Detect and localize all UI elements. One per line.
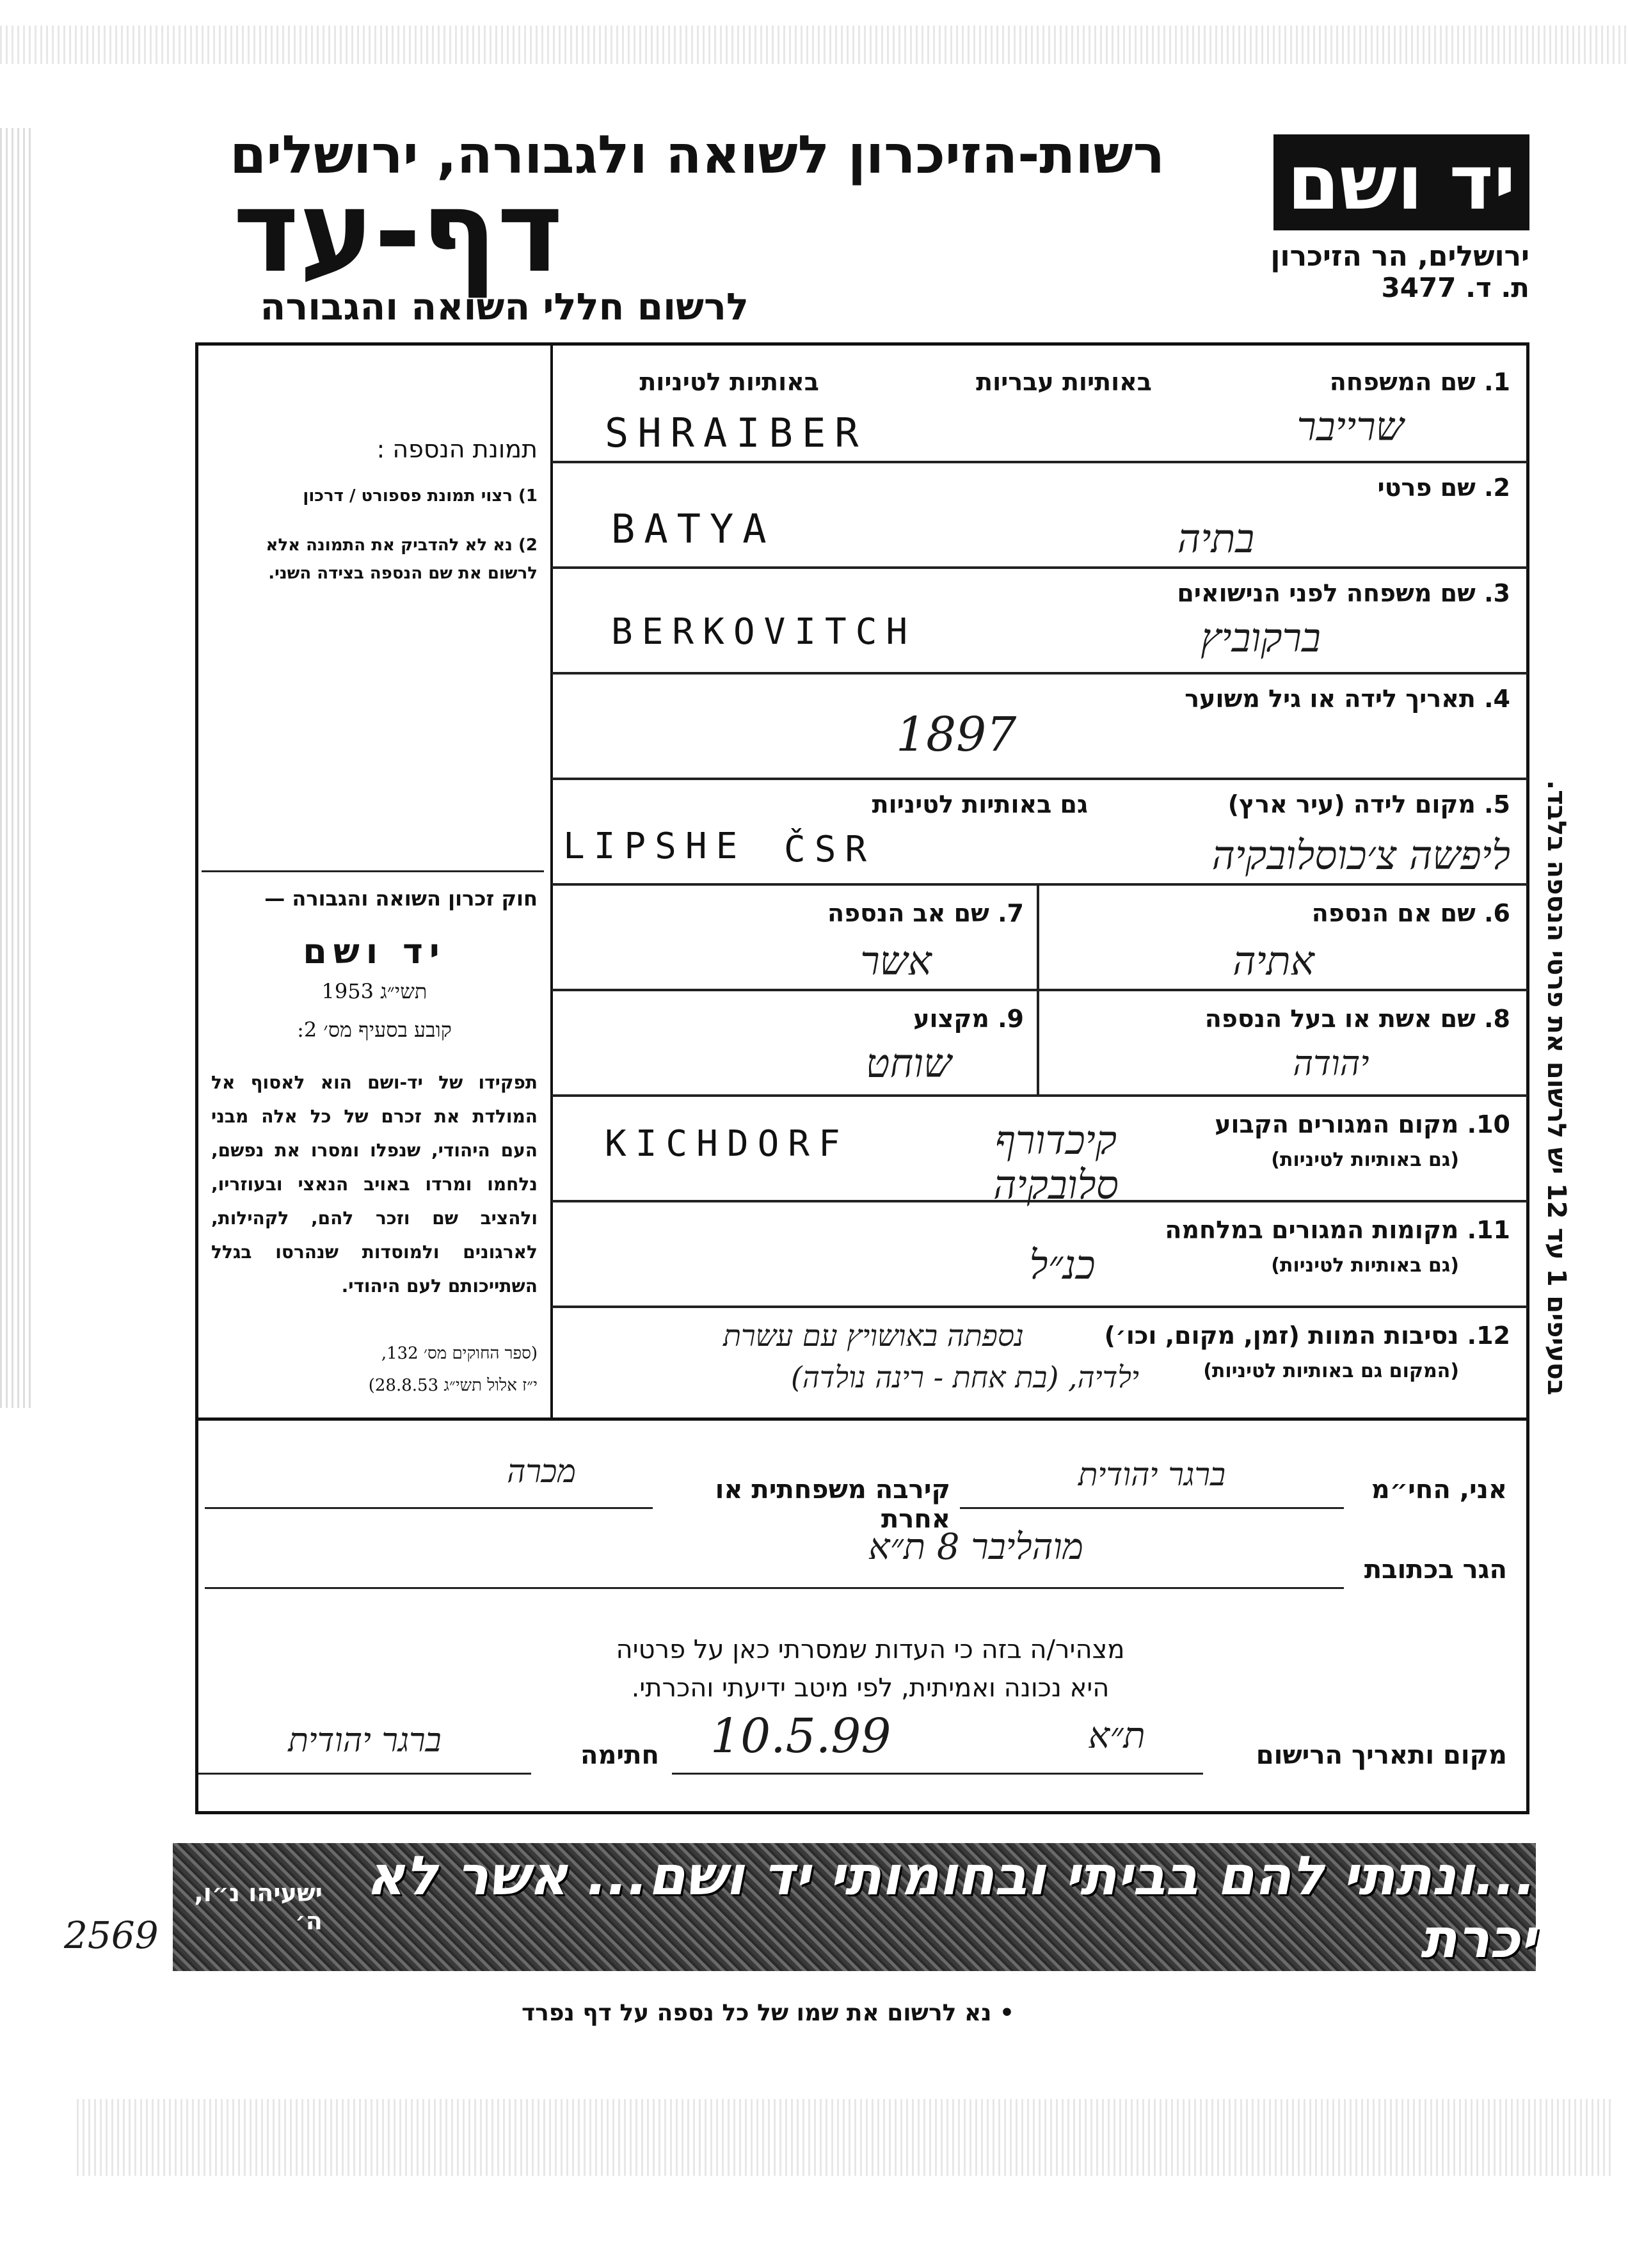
field-6-text: שם אם הנספה xyxy=(1311,899,1476,927)
field-2-label xyxy=(1216,474,1510,502)
banner-citation: ישעיהו נ״ו, ה׳ xyxy=(194,1879,323,1935)
field-8-text: שם אשת או בעל הנספה xyxy=(1204,1005,1476,1033)
field-2-num: 2. xyxy=(1484,474,1510,502)
po-box: ת. ד. 3477 xyxy=(1381,272,1529,303)
law-text: תפקידו של יד-ושם הוא לאסוף אל המולדת את זכרם של כל אלה מבני העם היהודי, שנפלו ומסרו את נפשם, נלחמו ומרדו באויב הנאצי ובעוזריו, ולהציב שם וזכר להם, לקהילות, לארגונים ולמוסדות שנהרסו בגלל השתייכותם לעם היהודי. xyxy=(211,1072,538,1297)
field-3-hebrew-value: ברקוביץ xyxy=(1201,614,1321,661)
row-line xyxy=(552,1306,1528,1308)
registration-place-value: ת״א xyxy=(1088,1715,1145,1757)
field-5-hebrew-value: ליפשה צ׳כוסלובקיה xyxy=(1211,832,1510,879)
field-9-label xyxy=(730,1005,1024,1033)
field-12-sub: (המקום גם באותיות לטיניות) xyxy=(1203,1360,1459,1382)
field-5-text: מקום לידה (עיר ארץ) xyxy=(1227,790,1476,819)
field-12-value-line1: נספתה באושויץ עם עשרת xyxy=(723,1318,1024,1353)
quote-banner xyxy=(173,1843,1536,1971)
row-line xyxy=(552,461,1528,463)
signature-label: חתימה xyxy=(580,1741,659,1770)
field-10-num: 10. xyxy=(1467,1110,1510,1138)
signature-value: ברגר יהודית xyxy=(288,1721,442,1760)
registration-line xyxy=(672,1773,1203,1775)
field-5-latin-value: LIPSHE xyxy=(563,826,747,867)
scan-noise-left xyxy=(0,128,32,1408)
witness-relation-line xyxy=(205,1507,653,1509)
field-1-latin-value: SHRAIBER xyxy=(605,410,868,456)
field-7-label xyxy=(730,899,1024,927)
field-8-label xyxy=(1056,1005,1510,1033)
field-10-label xyxy=(1139,1110,1510,1138)
field-2-text: שם פרטי xyxy=(1377,474,1476,502)
field-11-text: מקומות המגורים במלחמה xyxy=(1165,1216,1459,1244)
field-6-label xyxy=(1216,899,1510,927)
field-7-num: 7. xyxy=(998,899,1024,927)
field-11-label xyxy=(1088,1216,1510,1244)
field-10-sub: (גם באותיות לטיניות) xyxy=(1271,1149,1459,1171)
witness-address-label: הגר בכתובת xyxy=(1364,1555,1507,1585)
row-line xyxy=(552,778,1528,780)
field-11-value: כנ״ל xyxy=(1029,1242,1096,1288)
field-1-hebrew-value: שרייבר xyxy=(1297,403,1404,450)
cell-divider xyxy=(1037,883,1039,1094)
photo-box-item2: 2) נא לא להדביק את התמונה אלא לרשום את שם הנספה בצידה השני. xyxy=(266,536,538,583)
logo-place: ירושלים, הר הזיכרון xyxy=(1270,240,1529,273)
declaration-line1: מצהיר/ה בזה כי העדות שמסרתי כאן על פרטיה xyxy=(616,1635,1125,1665)
field-1-latin-header: באותיות לטיניות xyxy=(639,368,819,396)
witness-relation-value: מכרה xyxy=(507,1453,576,1490)
yad-vashem-logo: יד ושם xyxy=(1273,134,1529,230)
signature-line xyxy=(198,1773,531,1775)
field-10-hebrew-value: קיכדורף xyxy=(994,1117,1117,1163)
law-name: יד ושם xyxy=(303,931,446,971)
field-5-latin-country: ČSR xyxy=(784,829,876,870)
institution-title: רשות-הזיכרון לשואה ולגבורה, ירושלים xyxy=(230,125,1165,186)
field-10-latin-value: KICHDORF xyxy=(605,1123,849,1165)
field-9-text: מקצוע xyxy=(913,1005,989,1033)
form-subtitle: לרשום חללי השואה והגבורה xyxy=(260,285,749,328)
field-5-latin-header: גם באותיות לטיניות xyxy=(872,790,1088,819)
law-year: תשי״ג 1953 xyxy=(321,979,427,1003)
field-9-value: שוחט xyxy=(866,1040,952,1087)
banner-quote: ...ונתתי להם בביתי ובחומותי יד ושם... אשר לא יכרת xyxy=(365,1844,1536,1970)
row-line xyxy=(552,883,1528,886)
field-8-value: יהודה xyxy=(1293,1043,1369,1083)
scan-noise-top xyxy=(0,26,1628,64)
field-4-value: 1897 xyxy=(896,707,1017,762)
law-clause: קובע בסעיף מס׳ 2: xyxy=(297,1018,452,1042)
section-divider xyxy=(195,1418,1529,1421)
declaration-line2: היא נכונה ואמיתית, לפי מיטב ידיעתי והכרתי. xyxy=(631,1673,1110,1703)
form-title: דף-עד xyxy=(233,166,563,298)
witness-relation-label: קירבה משפחתית או אחרת xyxy=(715,1475,950,1534)
field-4-num: 4. xyxy=(1484,685,1510,713)
witness-i-label: אני, החי״מ xyxy=(1371,1475,1507,1505)
field-10-text: מקום המגורים הקבוע xyxy=(1215,1110,1459,1138)
field-3-latin-value: BERKOVITCH xyxy=(611,611,917,653)
witness-i-value: ברגר יהודית xyxy=(1078,1456,1226,1493)
margin-number: 2569 xyxy=(64,1913,159,1957)
row-line xyxy=(552,566,1528,569)
registration-date-value: 10.5.99 xyxy=(710,1709,891,1764)
field-6-num: 6. xyxy=(1484,899,1510,927)
field-7-text: שם אב הנספה xyxy=(827,899,989,927)
law-title: חוק זכרון השואה והגבורה — xyxy=(264,886,538,911)
row-line xyxy=(552,672,1528,675)
field-12-text: נסיבות המוות (זמן, מקום, וכו׳) xyxy=(1104,1322,1459,1350)
field-11-num: 11. xyxy=(1467,1216,1510,1244)
witness-address-value: מוהליבר 8 ת״א xyxy=(868,1526,1083,1568)
witness-i-line xyxy=(960,1507,1344,1509)
side-note: בסעיפים 1 עד 12 יש לרשום את פרטי הנספה בלבד. xyxy=(1542,780,1571,1396)
field-3-num: 3. xyxy=(1484,579,1510,607)
law-date: י״ז אלול תשי״ג 28.8.53) xyxy=(368,1376,538,1395)
law-ref: (ספר החוקים מס׳ 132, xyxy=(381,1344,538,1363)
field-1-label xyxy=(1216,368,1510,396)
field-3-label xyxy=(1037,579,1510,607)
field-6-value: אתיה xyxy=(1233,938,1314,984)
field-12-label xyxy=(1037,1322,1510,1350)
field-1-num: 1. xyxy=(1484,368,1510,396)
field-5-label xyxy=(1165,790,1510,819)
field-8-num: 8. xyxy=(1484,1005,1510,1033)
photo-box-item1: 1) רצוי תמונת פספורט / דרכון xyxy=(303,486,538,506)
field-4-text: תאריך לידה או גיל משוער xyxy=(1185,685,1476,713)
field-11-sub: (גם באותיות לטיניות) xyxy=(1271,1254,1459,1277)
row-line xyxy=(552,1094,1528,1097)
field-7-value: אשר xyxy=(860,938,932,984)
row-line xyxy=(552,989,1528,991)
field-2-latin-value: BATYA xyxy=(611,506,776,552)
field-12-num: 12. xyxy=(1467,1322,1510,1350)
field-5-num: 5. xyxy=(1484,790,1510,819)
registration-place-date-label: מקום ותאריך הרישום xyxy=(1256,1741,1507,1770)
law-box xyxy=(202,870,544,872)
field-3-text: שם משפחה לפני הנישואים xyxy=(1177,579,1476,607)
field-12-value-line2: ילדיה, (בת אחת - רינה נולדה) xyxy=(790,1360,1139,1394)
photo-box-title: תמונת הנספה : xyxy=(376,435,538,463)
field-1-hebrew-header: באותיות עבריות xyxy=(976,368,1152,396)
footer-note: • נא לרשום את שמו של כל נספה על דף נפרד xyxy=(521,2000,1015,2026)
field-10-hebrew-country: סלובקיה xyxy=(993,1162,1119,1208)
field-9-num: 9. xyxy=(998,1005,1024,1033)
scan-noise-bottom xyxy=(77,2099,1613,2176)
field-4-label xyxy=(1037,685,1510,713)
witness-address-line xyxy=(205,1587,1344,1589)
field-1-text: שם המשפחה xyxy=(1329,368,1476,396)
field-2-hebrew-value: בתיה xyxy=(1177,515,1255,562)
